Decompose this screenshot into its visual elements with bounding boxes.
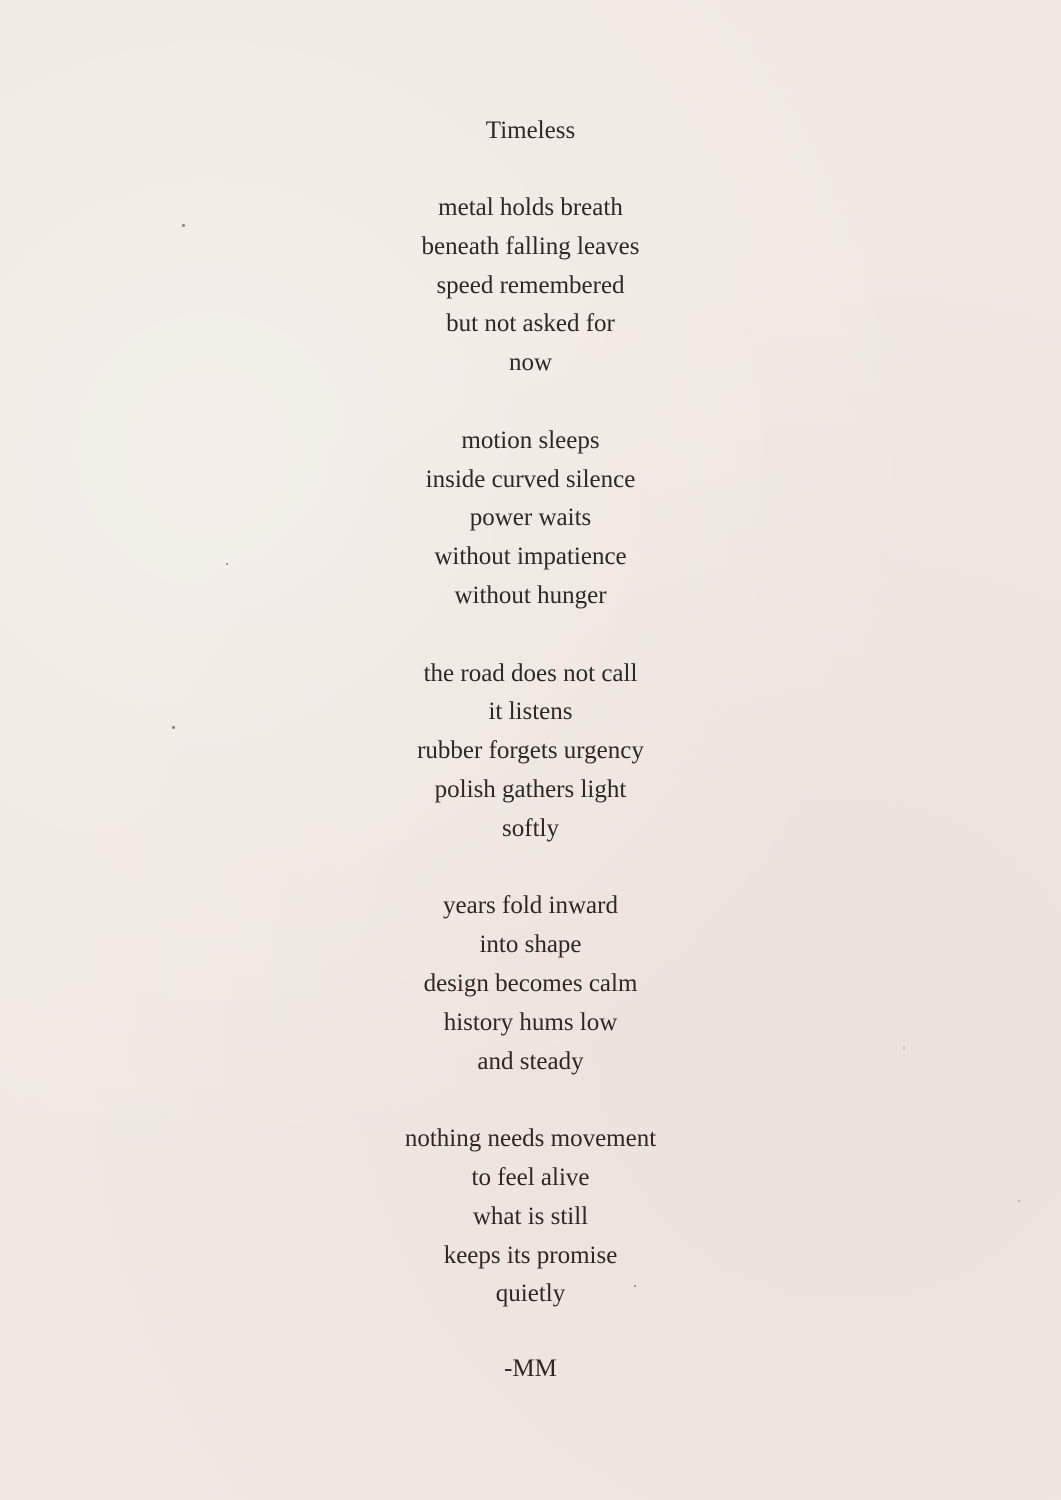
poem-line: metal holds breath: [438, 194, 623, 221]
poem-line: nothing needs movement: [404, 1125, 657, 1153]
poem-line: years fold inward: [443, 892, 618, 920]
poem-line: into shape: [479, 931, 582, 959]
title-spacer: [0, 151, 1061, 189]
poem-line: the road does not call: [423, 659, 638, 687]
poem-line: now: [508, 349, 553, 377]
poem-line: beneath falling leaves: [421, 232, 640, 260]
poem-line: and steady: [477, 1047, 584, 1075]
stanza: [0, 887, 1061, 1081]
poem-line: keeps its promise: [443, 1241, 618, 1269]
poem-line: what is still: [472, 1202, 589, 1230]
poem-line: polish gathers light: [434, 775, 627, 803]
poem-line: power waits: [469, 504, 592, 532]
poem: [0, 111, 1061, 1389]
poem-line: rubber forgets urgency: [417, 737, 644, 765]
poem-line: motion sleeps: [461, 426, 600, 454]
stanza: [0, 1120, 1061, 1314]
stanza-spacer: [0, 849, 1061, 888]
poem-line: design becomes calm: [423, 969, 638, 997]
poem-line: history hums low: [443, 1008, 618, 1036]
poem-title: Timeless: [485, 117, 576, 144]
poem-line: quietly: [495, 1280, 566, 1308]
stanza-spacer: [0, 383, 1061, 422]
poem-line: without impatience: [434, 543, 627, 571]
stanza: [0, 655, 1061, 849]
stanza: [0, 189, 1061, 383]
poem-line: it listens: [488, 698, 573, 726]
stanza-spacer: [0, 1081, 1061, 1120]
poem-line: but not asked for: [446, 310, 615, 338]
poem-line: speed remembered: [436, 271, 625, 299]
poem-line: softly: [502, 814, 559, 842]
poem-line: to feel alive: [471, 1163, 590, 1191]
poem-line: without hunger: [454, 581, 607, 609]
author-signature: -MM: [504, 1355, 557, 1383]
stanza: [0, 422, 1061, 616]
stanza-spacer: [0, 616, 1061, 655]
poem-line: inside curved silence: [425, 465, 636, 493]
